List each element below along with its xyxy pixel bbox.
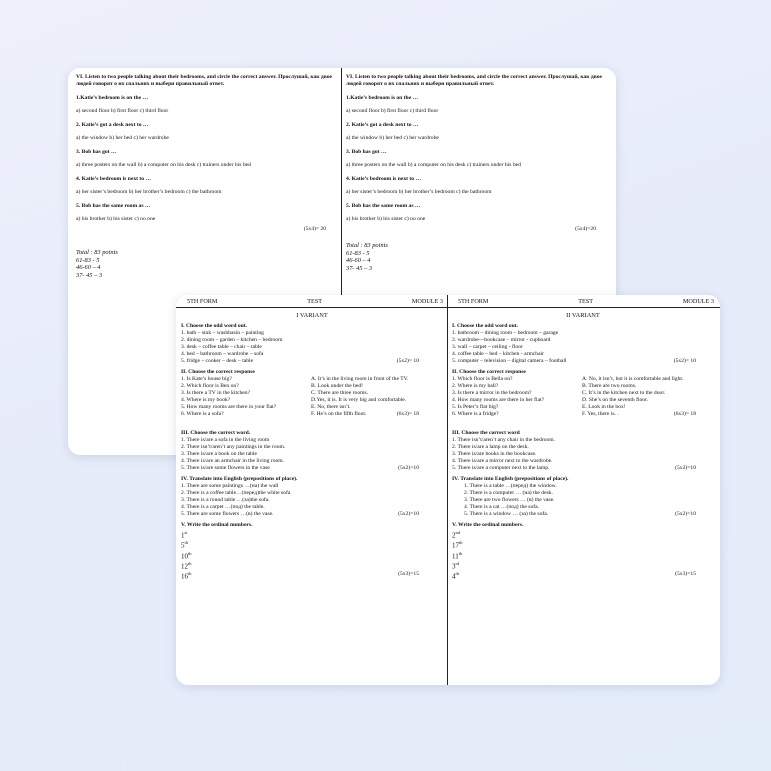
question: 3. Is there a mirror in the bedroom? — [452, 390, 532, 396]
list-item: 3. There are two flowers … (в) the vase. — [464, 497, 555, 503]
answer-options: a) his brother b) his sister c) no one — [76, 216, 156, 222]
score: (5x2)=10 — [675, 465, 696, 471]
answer-options: a) three posters on the wall b) a computer on his desk c) trainers under his bed — [76, 162, 251, 168]
list-item: 5. computer – television – digital camera – football — [452, 358, 567, 364]
question: 6. Where is a fridge? — [452, 411, 499, 417]
question: 4. Katie’s bedroom is next to … — [76, 175, 152, 182]
question: 5. Is Peter’s flat big? — [452, 404, 499, 410]
ordinal-number: 12th — [181, 560, 192, 571]
section-title: II. Choose the correct response — [181, 369, 255, 375]
variant-title: I VARIANT — [296, 312, 328, 319]
section-title: III. Choose the correct word — [452, 430, 520, 436]
ordinal-number: 11th — [452, 550, 463, 560]
list-item: 3. There is a round table …(за)the sofa. — [181, 497, 270, 503]
answer-options: a) second floor b) first floor c) third floor — [346, 108, 439, 114]
question: 1.Katie’s bedroom is on the … — [76, 94, 149, 101]
response: C. There are three rooms. — [311, 390, 369, 396]
test-label: TEST — [578, 298, 594, 305]
grade-4: 46-60 – 4 — [346, 257, 371, 265]
score: (5x3)=15 — [398, 571, 419, 578]
form-label: 5TH FORM — [458, 298, 489, 305]
ordinal-number: 2nd — [452, 530, 460, 540]
score: (5x2)=10 — [398, 465, 419, 471]
list-item: 1. bathroom – dining room – bedroom – garage — [452, 330, 559, 336]
answer-options: a) her sister’s bedroom b) her brother’s bedroom c) the bathroom — [346, 189, 492, 195]
ordinal-number: 1st — [181, 530, 188, 540]
list-item: 1. There isn’t/aren’t any chair in the bedroom. — [452, 437, 555, 443]
module-label: MODULE 3 — [682, 298, 714, 305]
ordinal-number: 16th (5x3)=15 — [181, 570, 443, 580]
question: 2. Where is my ball? — [452, 383, 499, 389]
grade-5: 61-83 - 5 — [346, 249, 370, 257]
test-header — [452, 298, 714, 306]
task-title: VI. Listen to two people talking about their bedrooms, and circle the correct answer. Прослушай, как двое людей говорят о их спальнях и выбери правильный ответ. — [346, 74, 603, 87]
ordinal-number: 4th (5x3)=15 — [452, 570, 714, 580]
score: (5x4)=20 — [575, 226, 596, 232]
question: 2. Katie’s got a desk next to … — [346, 121, 419, 128]
list-item: 4. There is a cat …(под) the sofa. — [464, 504, 540, 510]
question: 2. Which floor is Ben on? — [181, 383, 239, 389]
question: 1.Katie’s bedroom is on the … — [346, 94, 419, 101]
question: 2. Katie’s got a desk next to … — [76, 121, 149, 128]
question: 4. Katie’s bedroom is next to … — [346, 175, 422, 182]
response: D.Yes, it is. It is very big and comfortable. — [311, 397, 407, 403]
variant-1-column — [181, 298, 443, 685]
grade-3: 37- 45 – 3 — [76, 271, 103, 279]
score: (5x3)=15 — [675, 571, 696, 578]
list-item: 4. bed – bathroom – wardrobe – sofa — [181, 351, 264, 357]
list-item: 5. There is/are a computer next to the lamp. — [452, 465, 550, 471]
section-title: I. Choose the odd word out. — [181, 323, 248, 329]
worksheet-page-2 — [176, 295, 720, 685]
section-title: IV. Translate into English (prepositions of place). — [181, 476, 298, 482]
question: 3. Is there a TV in the kitchen? — [181, 390, 251, 396]
score: (6x3)= 18 — [396, 411, 419, 417]
score: (5x2)=10 — [675, 511, 696, 517]
question: 6. Where is a sofa? — [181, 411, 224, 417]
list-item: 1. bath – sink – washbasin – painting — [181, 330, 264, 336]
matching-pairs — [181, 376, 443, 418]
response: F. He’s on the fifth floor. — [311, 411, 367, 417]
matching-pairs — [452, 376, 714, 418]
list-item: 2. There is/are a lamp on the desk. — [452, 444, 529, 450]
grade-3: 37- 45 – 3 — [346, 264, 373, 272]
score: (5x4)= 20 — [303, 226, 326, 232]
grade-4: 46-60 – 4 — [76, 264, 101, 272]
answer-options: a) three posters on the wall b) a computer on his desk c) trainers under his bed — [346, 162, 521, 168]
variant-title: II VARIANT — [566, 312, 600, 319]
response: A. It’s in the living room in front of the TV. — [311, 376, 409, 382]
list-item: 2. There is a computer … (на) the desk. — [464, 490, 553, 496]
total-points: Total : 83 points — [76, 249, 118, 256]
answer-options: a) the window b) her bed c) her wardrobe — [76, 135, 169, 141]
score: (5x2)= 10 — [673, 358, 696, 364]
list-item: 3. There is/are a book on the table — [181, 451, 258, 457]
list-item: 2. wardrobe—bookcase – mirror - cupboard — [452, 337, 551, 343]
list-item: 4. There is/are an armchair in the living room. — [181, 458, 285, 464]
question: 4. Where is my book? — [181, 397, 231, 403]
question: 5. How many rooms are there in your flat? — [181, 404, 277, 410]
list-item: 5. fridge – cooker – desk – table — [181, 358, 254, 364]
response: E. No, there isn’t. — [311, 404, 351, 410]
task-title: VI. Listen to two people talking about their bedrooms, and circle the correct answer. Прослушай, как двое людей говорят о их спальнях и выбери правильный ответ. — [76, 74, 333, 87]
list-item: 4. There is a carpet …(под) the table. — [181, 504, 265, 510]
response: C. It’s in the kitchen next to the door. — [582, 390, 666, 396]
list-item: 5. There is a window … (за) the sofa. — [464, 511, 549, 517]
list-item: 4. There is/are a mirror next to the wardrobe. — [452, 458, 553, 464]
response: B. There are two rooms. — [582, 383, 637, 389]
test-label: TEST — [307, 298, 323, 305]
module-label: MODULE 3 — [411, 298, 443, 305]
list-item: 5. There is/are some flowers in the vase — [181, 465, 270, 471]
question: 1. Which floor is Bella on? — [452, 376, 513, 382]
question: 5. Bob has the same room as … — [76, 202, 151, 209]
response: B. Look under the bed! — [311, 383, 364, 389]
question: 3. Bob has got … — [76, 148, 117, 155]
section-title: V. Write the ordinal numbers. — [452, 522, 524, 528]
section-title: II. Choose the correct response — [452, 369, 526, 375]
column-divider — [447, 295, 448, 685]
list-item: 1. There is a table …(перед) the window. — [464, 483, 557, 489]
list-item: 4. coffee table – bed – kitchen - armchair — [452, 351, 544, 357]
list-item: 3. desk – coffee table – chair – table — [181, 344, 262, 350]
list-item: 2. There is a coffee table…(перед)the white sofa — [181, 490, 291, 496]
answer-options: a) the window b) her bed c) her wardrobe — [346, 135, 439, 141]
form-label: 5TH FORM — [187, 298, 218, 305]
list-item: 1. There is/are a sofa in the living room — [181, 437, 270, 443]
grade-5: 61-83 - 5 — [76, 256, 100, 264]
section-title: III. Choose the correct word. — [181, 430, 251, 436]
question: 5. Bob has the same room as … — [346, 202, 421, 209]
list-item: 3. There is/are books in the bookcase. — [452, 451, 537, 457]
list-item: 2. dining room – garden – kitchen – bedroom — [181, 337, 283, 343]
score: (6x3)= 18 — [673, 411, 696, 417]
ordinal-number: 5th — [181, 540, 189, 550]
answer-options: a) his brother b) his sister c) no one — [346, 216, 426, 222]
response: D. She’s on the seventh floor. — [582, 397, 649, 403]
response: E. Look in the box! — [582, 404, 626, 410]
list-item: 2. There isn’t/aren’t any paintings in the room. — [181, 444, 286, 450]
section-title: V. Write the ordinal numbers. — [181, 522, 253, 528]
variant-2-column — [452, 298, 714, 685]
answer-options: a) second floor b) first floor c) third floor — [76, 108, 169, 114]
total-points: Total : 83 points — [346, 242, 388, 249]
question: 1. Is Kate’s house big? — [181, 376, 232, 382]
ordinal-number: 17th — [452, 540, 463, 550]
list-item: 5. There are some flowers …(в) the vase. — [181, 511, 274, 517]
question: 3. Bob has got … — [346, 148, 387, 155]
question: 4. How many rooms are there in her flat? — [452, 397, 545, 403]
ordinal-number: 10th — [181, 550, 192, 560]
score: (5x2)= 10 — [396, 358, 419, 364]
ordinal-number: 3rd — [452, 560, 460, 571]
answer-options: a) her sister’s bedroom b) her brother’s bedroom c) the bathroom — [76, 189, 222, 195]
list-item: 3. wall – carpet – ceiling - floor — [452, 344, 523, 350]
section-title: IV. Translate into English (prepositions of place). — [452, 476, 569, 482]
response: F. Yes, there is. . — [582, 411, 619, 417]
response: A. No, it isn’t, but it is comfortable and light. — [582, 376, 684, 382]
section-title: I. Choose the odd word out. — [452, 323, 519, 329]
test-header — [181, 298, 443, 306]
list-item: 1. There are some paintings …(на) the wall — [181, 483, 279, 489]
score: (5x2)=10 — [398, 511, 419, 517]
